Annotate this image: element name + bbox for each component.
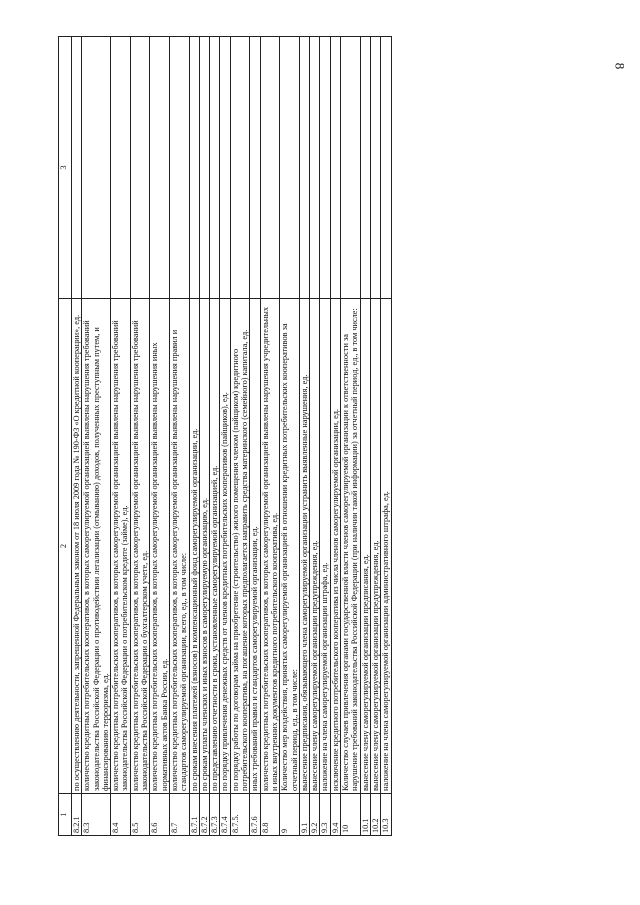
row-number: 9.1 <box>299 794 309 836</box>
row-value <box>72 37 82 299</box>
row-description: по срокам внесения платежей (взносов) в компенсационный фонд саморегулируемой организации, ед. <box>189 299 199 794</box>
row-number: 9.2 <box>310 794 320 836</box>
row-value <box>280 37 300 299</box>
row-number: 8.5 <box>130 794 150 836</box>
row-value <box>169 37 189 299</box>
row-number: 10.2 <box>370 794 380 836</box>
row-number: 8.7.2 <box>199 794 209 836</box>
row-description: вынесение члену саморегулируемой организации предписания, ед. <box>360 299 370 794</box>
row-description: Количество мер воздействия, принятых саморегулируемой организацией в отношении кредитных потребительских кооперативов за отчетный период, ед., в том числе: <box>280 299 300 794</box>
row-value <box>370 37 380 299</box>
row-number: 10 <box>341 794 361 836</box>
row-value <box>111 37 131 299</box>
row-number: 8.7.1 <box>189 794 199 836</box>
table-row <box>330 37 340 836</box>
table-row <box>72 37 82 836</box>
row-number: 9.3 <box>320 794 330 836</box>
row-number: 9.4 <box>330 794 340 836</box>
row-value <box>381 37 391 299</box>
table-row <box>310 37 320 836</box>
row-number: 8.2.1 <box>72 794 82 836</box>
row-value <box>199 37 209 299</box>
table-row <box>111 37 131 836</box>
row-description: наложение на члена саморегулируемой организации административного штрафа, ед. <box>381 299 391 794</box>
row-description: исключение кредитного потребительского кооператива из числа членов саморегулируемой организации, ед. <box>330 299 340 794</box>
row-description: Количество случаев привлечения органами государственной власти членов саморегулируемой организации к ответственности за нарушение требований законодательства Российской Федерации (при наличии такой информации) за отчетный период, ед., в том числе: <box>341 299 361 794</box>
row-value <box>189 37 199 299</box>
row-description: количество кредитных потребительских кооперативов, в которых саморегулируемой организацией выявлены нарушения иных нормативных актов Банка России, ед. <box>150 299 170 794</box>
row-description: по срокам уплаты членских и иных взносов в саморегулируемую организацию, ед. <box>199 299 209 794</box>
row-description: по осуществлению деятельности, запрещенной Федеральным законом от 18 июля 2009 года № 190-ФЗ «О кредитной кооперации», ед. <box>72 299 82 794</box>
table-row <box>250 37 260 836</box>
table-row <box>199 37 209 836</box>
header-col-3: 3 <box>59 37 72 299</box>
row-description: по порядку работы по договорам займа на приобретение (строительство) жилого помещения членом (пайщиком) кредитного потребительского кооператива, на погашение которых предполагается направить средства материнского (семейного) капитала, ед. <box>230 299 250 794</box>
table-row <box>220 37 230 836</box>
row-description: иных требований правил и стандартов саморегулируемой организации, ед. <box>250 299 260 794</box>
row-value <box>130 37 150 299</box>
table-row <box>260 37 280 836</box>
row-value <box>210 37 220 299</box>
row-number: 10.3 <box>381 794 391 836</box>
row-description: вынесение члену саморегулируемой организации предупреждения, ед. <box>370 299 380 794</box>
row-number: 8.8 <box>260 794 280 836</box>
table-row <box>82 37 111 836</box>
row-number: 8.7.6 <box>250 794 260 836</box>
table-row <box>360 37 370 836</box>
table-row <box>150 37 170 836</box>
table-row <box>189 37 199 836</box>
row-value <box>150 37 170 299</box>
table-row <box>130 37 150 836</box>
row-number: 10.1 <box>360 794 370 836</box>
table-row <box>280 37 300 836</box>
row-description: наложение на члена саморегулируемой организации штрафа, ед. <box>320 299 330 794</box>
row-number: 9 <box>280 794 300 836</box>
table-row <box>230 37 250 836</box>
row-number: 8.7 <box>169 794 189 836</box>
row-value <box>299 37 309 299</box>
row-value <box>341 37 361 299</box>
row-value <box>250 37 260 299</box>
row-value <box>260 37 280 299</box>
table-row <box>169 37 189 836</box>
row-description: количество кредитных потребительских кооперативов, в которых саморегулируемой организацией выявлены нарушения требований законодательства Российской Федерации о противодействии легализации (отмыванию) доходов, полученных преступным путем, и финансированию терроризма, ед. <box>82 299 111 794</box>
row-number: 8.7.3 <box>210 794 220 836</box>
row-value <box>230 37 250 299</box>
row-description: количество кредитных потребительских кооперативов, в которых саморегулируемой организацией выявлены нарушения требований законодательства Российской Федерации о бухгалтерском учете, ед. <box>130 299 150 794</box>
row-value <box>320 37 330 299</box>
row-value <box>330 37 340 299</box>
table-row <box>341 37 361 836</box>
row-value <box>82 37 111 299</box>
table-row <box>381 37 391 836</box>
header-col-1: 1 <box>59 794 72 836</box>
table-row <box>299 37 309 836</box>
row-value <box>310 37 320 299</box>
row-description: количество кредитных потребительских кооперативов, в которых саморегулируемой организацией выявлены нарушения учредительных и иных внутренних документов кредитного потребительского кооператива, ед. <box>260 299 280 794</box>
table-header-row <box>59 37 72 836</box>
row-number: 8.3 <box>82 794 111 836</box>
header-col-2: 2 <box>59 299 72 794</box>
table-row <box>210 37 220 836</box>
row-value <box>360 37 370 299</box>
row-value <box>220 37 230 299</box>
row-number: 8.6 <box>150 794 170 836</box>
row-description: по представлению отчетности в сроки, установленные саморегулируемой организацией, ед. <box>210 299 220 794</box>
row-number: 8.4 <box>111 794 131 836</box>
rotated-page-content <box>58 36 555 836</box>
row-description: количество кредитных потребительских кооперативов, в которых саморегулируемой организацией выявлены нарушения требований законодательства Российской Федерации о потребительском кредите (займе), ед. <box>111 299 131 794</box>
row-number: 8.7.4 <box>220 794 230 836</box>
row-description: количество кредитных потребительских кооперативов, в которых саморегулируемой организацией выявлены нарушения правил и стандартов саморегулируемой организации, всего, ед., в том числе: <box>169 299 189 794</box>
table-body <box>72 37 392 836</box>
report-table <box>58 36 392 836</box>
row-description: вынесение предписания, обязывающего члена саморегулируемой организации устранить выявленные нарушения, ед. <box>299 299 309 794</box>
table-row <box>370 37 380 836</box>
row-description: по порядку привлечения денежных средств от членов кредитных потребительских кооперативов (пайщиков), ед. <box>220 299 230 794</box>
page-number: 8 <box>611 62 627 70</box>
table-row <box>320 37 330 836</box>
row-description: вынесение члену саморегулируемой организации предупреждения, ед. <box>310 299 320 794</box>
row-number: 8.7.5. <box>230 794 250 836</box>
